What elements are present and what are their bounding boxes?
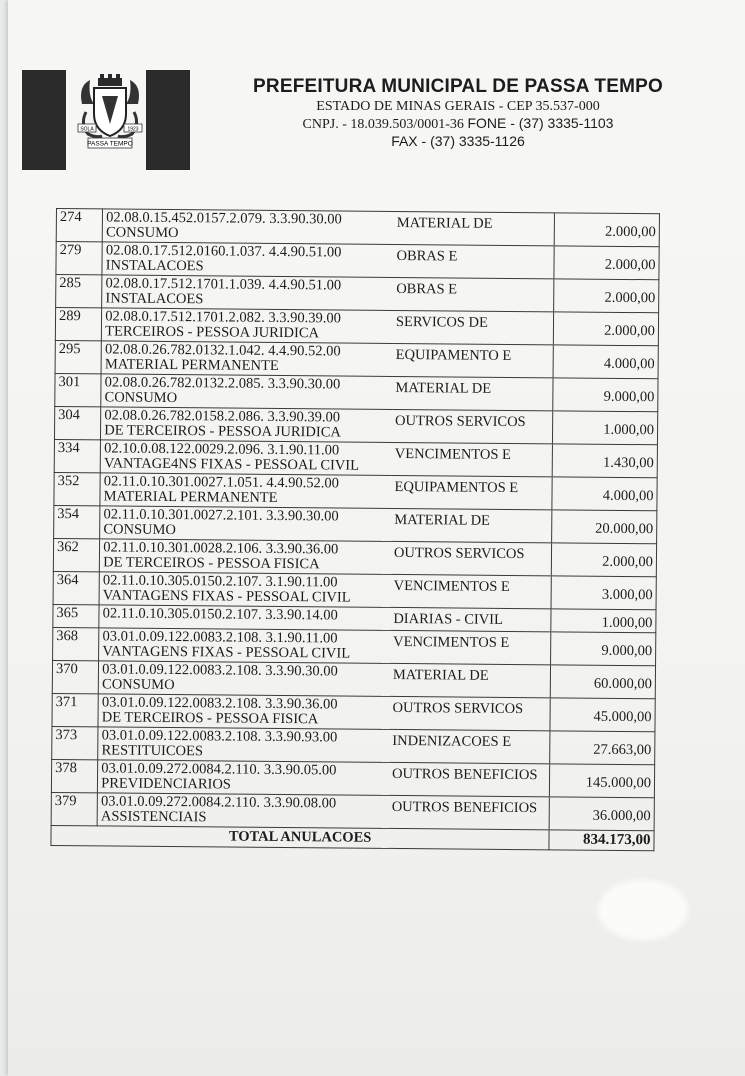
row-code-text: 02.10.0.08.122.0029.2.096. 3.1.90.11.00 <box>104 440 340 459</box>
row-number: 279 <box>56 242 103 275</box>
cnpj-phone <box>238 115 678 133</box>
flag-bar-right <box>146 70 190 170</box>
row-desc-continuation: CONSUMO <box>103 521 176 539</box>
row-desc-continuation: PREVIDENCIARIOS <box>101 775 231 793</box>
flag-bar-left <box>22 70 66 170</box>
row-number: 354 <box>54 505 101 538</box>
row-code <box>102 275 393 311</box>
row-code-text: 02.11.0.10.301.0027.1.051. 4.4.90.52.00 <box>103 473 339 492</box>
fax: FAX - (37) 3335-1126 <box>391 133 525 149</box>
table-row <box>55 373 658 411</box>
row-number: 352 <box>54 472 101 505</box>
row-code-text: 03.01.0.09.272.0084.2.110. 3.3.90.05.00 <box>101 760 337 779</box>
row-description: VENCIMENTOS E <box>390 574 551 608</box>
row-value: 2.000,00 <box>554 312 659 346</box>
table-row <box>56 209 659 247</box>
row-description: VENCIMENTOS E <box>392 442 553 476</box>
row-description: INDENIZACOES E <box>389 729 550 763</box>
row-code <box>99 572 390 608</box>
row-code <box>100 506 391 542</box>
row-description: EQUIPAMENTO E <box>392 343 553 377</box>
row-code-text: 02.08.0.26.782.0132.1.042. 4.4.90.52.00 <box>104 341 341 360</box>
row-code <box>102 242 393 278</box>
row-value: 9.000,00 <box>553 378 658 412</box>
row-description: EQUIPAMENTOS E <box>391 475 552 509</box>
row-code-text: 03.01.0.09.122.0083.2.108. 3.3.90.30.00 <box>102 661 338 680</box>
row-number: 285 <box>56 275 103 308</box>
row-number: 289 <box>55 308 102 341</box>
table-row <box>56 242 659 280</box>
row-desc-continuation: VANTAGENS FIXAS - PESSOAL CIVIL <box>102 643 351 662</box>
letterhead <box>238 76 678 150</box>
row-code <box>101 341 392 377</box>
row-number: 365 <box>53 604 99 627</box>
row-value: 45.000,00 <box>550 698 655 732</box>
table-row <box>51 792 654 830</box>
row-number: 364 <box>53 571 100 604</box>
row-code <box>98 727 389 763</box>
table-row <box>54 406 657 444</box>
row-number: 362 <box>53 538 100 571</box>
table-row <box>51 759 654 797</box>
row-code-text: 02.11.0.10.305.0150.2.107. 3.3.90.14.00 <box>102 605 338 624</box>
row-code <box>102 209 393 245</box>
row-desc-continuation: CONSUMO <box>104 389 178 407</box>
page-title: PREFEITURA MUNICIPAL DE PASSA TEMPO <box>253 76 663 97</box>
row-desc-continuation: INSTALACOES <box>105 257 204 275</box>
row-code <box>98 694 389 730</box>
row-code <box>100 539 391 575</box>
table-row <box>55 340 658 378</box>
table-row <box>54 472 657 510</box>
row-value: 9.000,00 <box>551 632 656 666</box>
row-value: 20.000,00 <box>552 510 657 544</box>
row-value: 3.000,00 <box>551 576 656 610</box>
row-number: 378 <box>51 759 98 792</box>
row-code-text: 03.01.0.09.122.0083.2.108. 3.3.90.36.00 <box>101 694 338 713</box>
row-desc-continuation: DE TERCEIROS - PESSOA FISICA <box>101 709 319 728</box>
row-value: 2.000,00 <box>554 246 659 280</box>
row-number: 295 <box>55 340 102 373</box>
row-value: 36.000,00 <box>549 797 654 831</box>
row-code <box>99 628 390 664</box>
row-desc-continuation: VANTAGE4NS FIXAS - PESSOAL CIVIL <box>103 455 360 474</box>
row-description: OUTROS SERVICOS <box>389 696 550 730</box>
row-desc-continuation: MATERIAL PERMANENTE <box>103 488 278 506</box>
row-description: MATERIAL DE <box>392 376 553 410</box>
row-code <box>98 661 389 697</box>
table-row <box>52 726 655 764</box>
row-code-text: 02.11.0.10.305.0150.2.107. 3.1.90.11.00 <box>102 572 338 591</box>
total-row <box>51 825 654 850</box>
row-description: OUTROS SERVICOS <box>392 409 553 443</box>
row-code <box>100 440 391 476</box>
table-body <box>51 209 659 831</box>
row-value: 1.430,00 <box>552 444 657 478</box>
table-row <box>53 627 656 665</box>
row-value: 4.000,00 <box>553 345 658 379</box>
row-desc-continuation: RESTITUICOES <box>101 742 204 760</box>
annulment-table <box>50 208 660 851</box>
crest-right-text: 1923 <box>127 126 139 133</box>
row-desc-continuation: CONSUMO <box>101 676 175 694</box>
table-row <box>54 439 657 477</box>
row-code-text: 02.08.0.17.512.1701.2.082. 3.3.90.39.00 <box>105 308 341 327</box>
phone: FONE - (37) 3335-1103 <box>467 115 614 131</box>
row-desc-continuation: VANTAGENS FIXAS - PESSOAL CIVIL <box>102 587 351 606</box>
row-code-text: 03.01.0.09.272.0084.2.110. 3.3.90.08.00 <box>100 793 337 812</box>
row-code-text: 02.11.0.10.301.0027.2.101. 3.3.90.30.00 <box>103 506 339 525</box>
row-number: 368 <box>53 627 100 660</box>
row-description: MATERIAL DE <box>391 508 552 542</box>
row-description: MATERIAL DE <box>390 663 551 697</box>
row-code <box>101 407 392 443</box>
table-row <box>52 693 655 731</box>
row-value: 1.000,00 <box>553 411 658 445</box>
crest-left-text: SOLA <box>80 126 94 133</box>
row-desc-continuation: ASSISTENCIAIS <box>100 808 207 826</box>
row-desc-continuation: CONSUMO <box>105 224 179 242</box>
row-number: 334 <box>54 439 101 472</box>
row-value: 4.000,00 <box>552 477 657 511</box>
row-code <box>98 760 389 796</box>
paper-smudge <box>598 880 688 940</box>
row-code-text: 03.01.0.09.122.0083.2.108. 3.3.90.93.00 <box>101 727 338 746</box>
total-value: 834.173,00 <box>549 830 654 851</box>
row-number: 304 <box>54 406 101 439</box>
row-description: OUTROS BENEFICIOS <box>389 762 550 796</box>
row-number: 301 <box>55 373 102 406</box>
cnpj: CNPJ. - 18.039.503/0001-36 <box>302 117 464 132</box>
row-number: 371 <box>52 693 99 726</box>
row-description: OUTROS BENEFICIOS <box>389 795 550 829</box>
municipal-crest-icon <box>72 74 148 150</box>
row-desc-continuation: TERCEIROS - PESSOA JURIDICA <box>105 323 320 342</box>
row-value: 1.000,00 <box>551 609 656 633</box>
row-code <box>97 793 388 829</box>
table-row <box>56 275 659 313</box>
row-code-text: 02.11.0.10.301.0028.2.106. 3.3.90.36.00 <box>103 539 339 558</box>
row-number: 373 <box>52 726 99 759</box>
document-page <box>8 0 745 1076</box>
row-code-text: 02.08.0.15.452.0157.2.079. 3.3.90.30.00 <box>106 209 342 228</box>
row-value: 2.000,00 <box>554 279 659 313</box>
row-desc-continuation: DE TERCEIROS - PESSOA JURIDICA <box>104 422 341 441</box>
row-number: 274 <box>56 209 103 242</box>
row-desc-continuation: INSTALACOES <box>105 290 204 308</box>
row-description: DIARIAS - CIVIL <box>390 607 551 631</box>
row-value: 27.663,00 <box>550 731 655 765</box>
row-code <box>99 605 390 631</box>
row-code-text: 03.01.0.09.122.0083.2.108. 3.1.90.11.00 <box>102 628 338 647</box>
row-description: OBRAS E <box>393 244 554 278</box>
row-description: OBRAS E <box>393 277 554 311</box>
row-code <box>100 473 391 509</box>
crest-banner-text: PASSA TEMPO <box>87 140 133 148</box>
row-value: 60.000,00 <box>550 665 655 699</box>
row-code <box>102 308 393 344</box>
row-number: 370 <box>52 660 99 693</box>
row-value: 145.000,00 <box>550 764 655 798</box>
row-code-text: 02.08.0.26.782.0158.2.086. 3.3.90.39.00 <box>104 407 341 426</box>
row-description: SERVICOS DE <box>393 310 554 344</box>
row-description: OUTROS SERVICOS <box>391 541 552 575</box>
row-desc-continuation: DE TERCEIROS - PESSOA FISICA <box>103 554 320 573</box>
table-row <box>54 505 657 543</box>
row-value: 2.000,00 <box>552 543 657 577</box>
total-label: TOTAL ANULACOES <box>51 825 549 849</box>
row-code <box>101 374 392 410</box>
table-row <box>53 538 656 576</box>
row-code-text: 02.08.0.26.782.0132.2.085. 3.3.90.30.00 <box>104 374 341 393</box>
row-description: VENCIMENTOS E <box>390 630 551 664</box>
row-code-text: 02.08.0.17.512.1701.1.039. 4.4.90.51.00 <box>105 275 342 294</box>
row-description: MATERIAL DE <box>394 211 555 245</box>
table-row <box>55 308 658 346</box>
state-cep: ESTADO DE MINAS GERAIS - CEP 35.537-000 <box>316 99 600 114</box>
row-number: 379 <box>51 792 98 825</box>
row-code-text: 02.08.0.17.512.0160.1.037. 4.4.90.51.00 <box>105 242 342 261</box>
row-desc-continuation: MATERIAL PERMANENTE <box>104 356 279 374</box>
row-value: 2.000,00 <box>554 213 659 247</box>
table-row <box>53 571 656 609</box>
table-row <box>52 660 655 698</box>
